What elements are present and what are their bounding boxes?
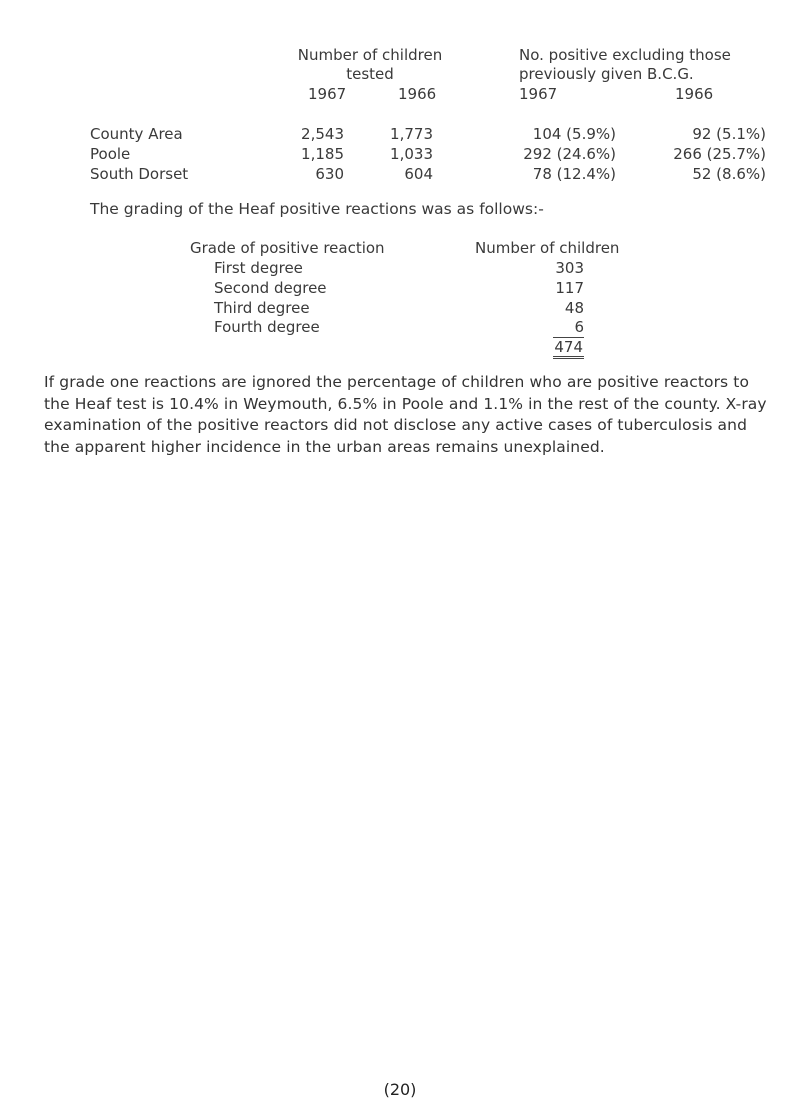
row-area: South Dorset xyxy=(90,165,189,183)
grading-intro: The grading of the Heaf positive reactions was as follows:- xyxy=(90,200,544,218)
grade-label: Third degree xyxy=(214,299,310,317)
grade-count: 48 xyxy=(564,299,584,317)
cell-positive-1967: 292 (24.6%) xyxy=(523,145,616,163)
cell-positive-1966: 92 (5.1%) xyxy=(692,125,766,143)
cell-positive-1966: 266 (25.7%) xyxy=(673,145,766,163)
year-tested-1966: 1966 xyxy=(398,85,437,103)
grade-total-value: 474 xyxy=(553,337,584,359)
cell-tested-1967: 2,543 xyxy=(301,125,344,143)
grade-count: 117 xyxy=(555,279,584,297)
header-children-tested-line1: Number of children xyxy=(297,46,443,64)
year-tested-1967: 1967 xyxy=(308,85,347,103)
cell-tested-1967: 1,185 xyxy=(301,145,344,163)
header-children-tested-line2: tested xyxy=(346,65,394,83)
grade-label: Fourth degree xyxy=(214,318,320,336)
count-column-header: Number of children xyxy=(475,239,620,257)
body-paragraph: If grade one reactions are ignored the percentage of children who are positive reactors to the Heaf test is 10.4% in Weymouth, 6.5% in Poole and 1.1% in the rest of the county. X-ray examination of the positive reactors did not disclose any active cases of tuberculosis and the apparent higher incidence in the urban areas remains unexplained. xyxy=(44,373,767,456)
cell-tested-1966: 604 xyxy=(404,165,433,183)
grade-column-header: Grade of positive reaction xyxy=(190,239,385,257)
grade-total xyxy=(530,338,584,356)
cell-positive-1967: 104 (5.9%) xyxy=(532,125,616,143)
header-positive-line1: No. positive excluding those xyxy=(519,46,731,64)
year-positive-1966: 1966 xyxy=(675,85,714,103)
header-positive-line2: previously given B.C.G. xyxy=(519,65,694,83)
cell-tested-1966: 1,033 xyxy=(390,145,433,163)
row-area: County Area xyxy=(90,125,183,143)
page-number: (20) xyxy=(383,1080,417,1099)
grade-label: First degree xyxy=(214,259,303,277)
cell-tested-1966: 1,773 xyxy=(390,125,433,143)
cell-positive-1966: 52 (8.6%) xyxy=(692,165,766,183)
year-positive-1967: 1967 xyxy=(519,85,558,103)
grade-count: 303 xyxy=(555,259,584,277)
grade-label: Second degree xyxy=(214,279,327,297)
row-area: Poole xyxy=(90,145,131,163)
grade-count: 6 xyxy=(574,318,584,336)
cell-tested-1967: 630 xyxy=(315,165,344,183)
cell-positive-1967: 78 (12.4%) xyxy=(532,165,616,183)
